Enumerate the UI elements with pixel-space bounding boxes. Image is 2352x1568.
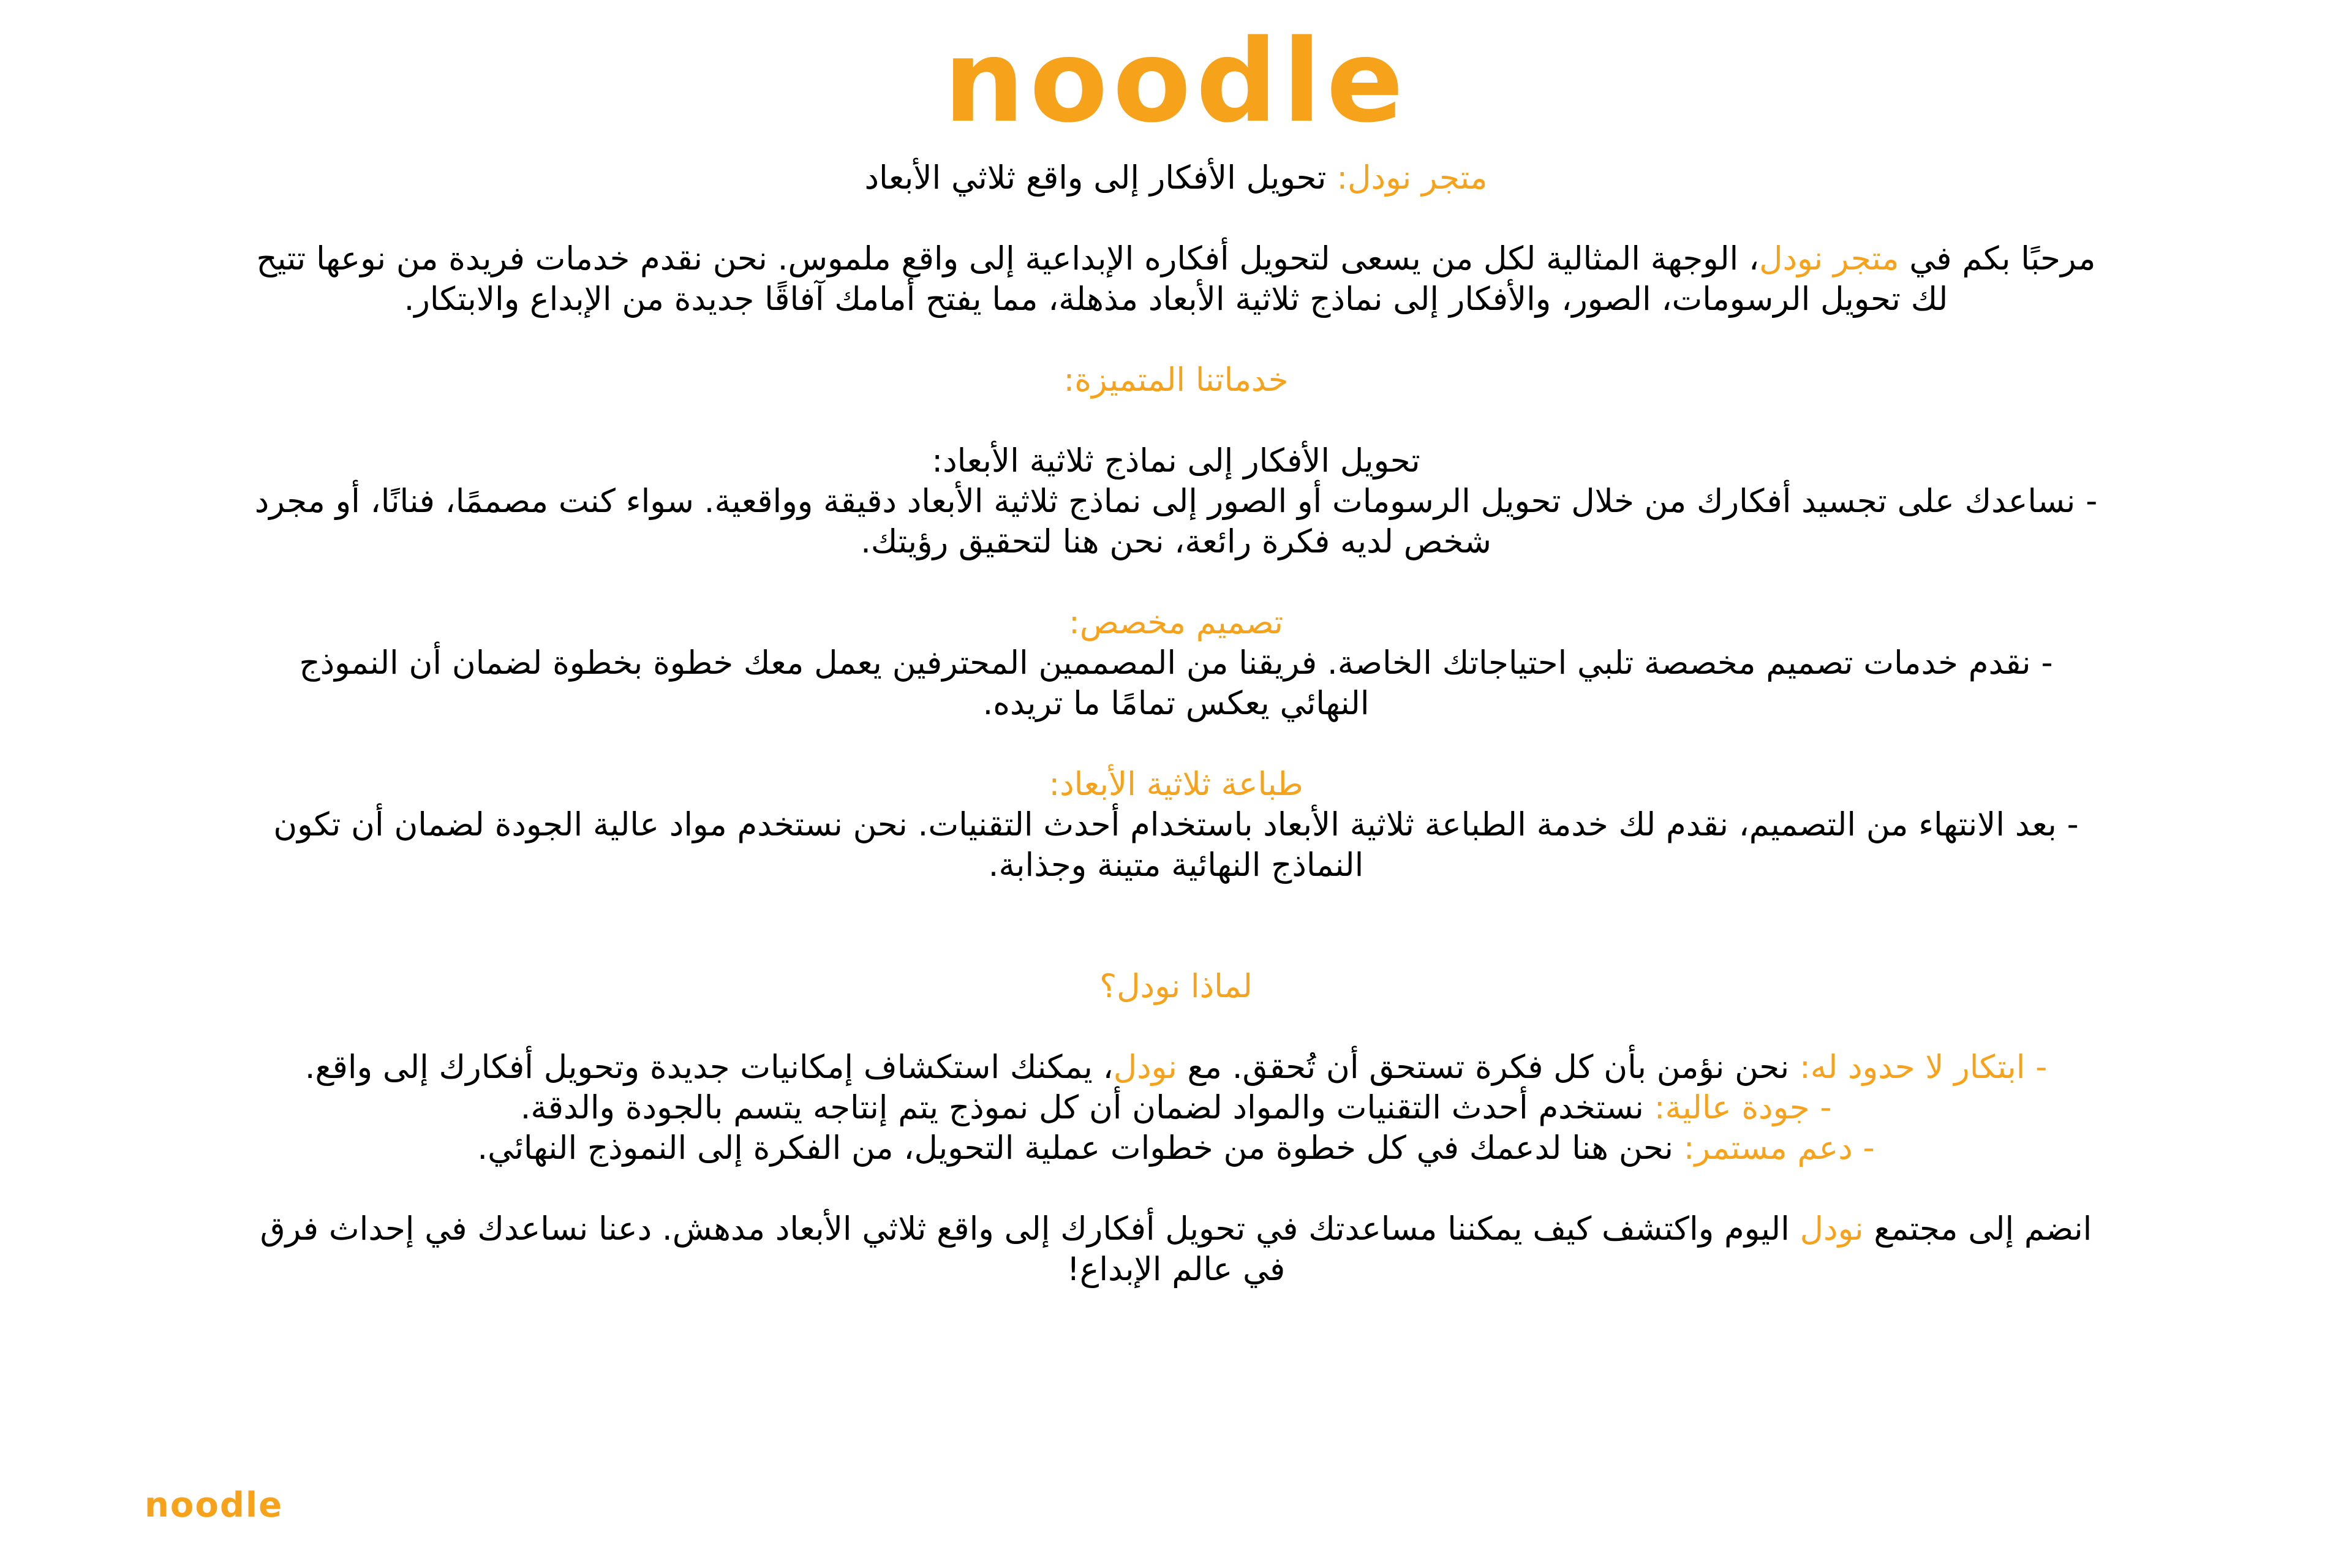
why-item-text: نستخدم أحدث التقنيات والمواد لضمان أن كل نموذج يتم إنتاجه يتسم بالجودة والدقة. [520,1089,1654,1126]
service-title: طباعة ثلاثية الأبعاد: [1049,766,1303,803]
why-heading: لماذا نودل؟ [1099,968,1253,1005]
why-item-text: نحن نؤمن بأن كل فكرة تستحق أن تُحقق. مع [1177,1049,1800,1086]
service-title: تصميم مخصص: [1069,604,1283,641]
why-item-label: - دعم مستمر: [1683,1129,1875,1167]
why-item [0,1128,2352,1169]
closing-line-1 [0,1209,2352,1250]
footer-logo: noodle [145,1485,284,1525]
intro-line-1 [0,239,2352,279]
brand-logo: noodle [943,15,1409,148]
services-heading: خدماتنا المتميزة: [1063,361,1289,399]
why-item-label: - ابتكار لا حدود له: [1799,1049,2048,1086]
intro-text: مرحبًا بكم في [1899,240,2096,277]
why-item [0,1088,2352,1128]
why-item-text: ، يمكنك استكشاف إمكانيات جديدة وتحويل أفكارك إلى واقع. [304,1049,1114,1086]
service-description-line: شخص لديه فكرة رائعة، نحن هنا لتحقيق رؤيتك. [861,523,1491,560]
brand-mention: متجر نودل [1759,240,1899,277]
service-description-line: - نساعدك على تجسيد أفكارك من خلال تحويل الرسومات أو الصور إلى نماذج ثلاثية الأبعاد دقيقة وواقعية. سواء كنت مصممًا، فنانًا، أو مجرد [254,483,2098,520]
service-title: تحويل الأفكار إلى نماذج ثلاثية الأبعاد: [932,442,1420,480]
brand-mention: نودل [1800,1210,1864,1248]
closing-text: انضم إلى مجتمع [1863,1210,2092,1248]
closing-line-2: في عالم الإبداع! [1066,1251,1286,1288]
title-text: تحويل الأفكار إلى واقع ثلاثي الأبعاد [864,159,1337,197]
intro-line-2: لك تحويل الرسومات، الصور، والأفكار إلى نماذج ثلاثية الأبعاد مذهلة، مما يفتح أمامك آفاقًا جديدة من الإبداع والابتكار. [404,281,1948,318]
service-description-line: - بعد الانتهاء من التصميم، نقدم لك خدمة الطباعة ثلاثية الأبعاد باستخدام أحدث التقنيات. نحن نستخدم مواد عالية الجودة لضمان أن تكون [273,806,2079,843]
service-description-line: النهائي يعكس تمامًا ما تريده. [982,685,1370,722]
closing-text: اليوم واكتشف كيف يمكننا مساعدتك في تحويل أفكارك إلى واقع ثلاثي الأبعاد مدهش. دعنا نساعدك في إحداث فرق [260,1210,1800,1248]
why-item-text: نحن هنا لدعمك في كل خطوة من خطوات عملية التحويل، من الفكرة إلى النموذج النهائي. [477,1129,1684,1167]
intro-text: ، الوجهة المثالية لكل من يسعى لتحويل أفكاره الإبداعية إلى واقع ملموس. نحن نقدم خدمات فريدة من نوعها تتيح [256,240,1760,277]
page-title [0,158,2352,198]
article-body [0,158,2352,1290]
service-description-line: النماذج النهائية متينة وجذابة. [988,846,1364,884]
title-prefix: متجر نودل: [1336,159,1488,197]
why-item [0,1047,2352,1088]
why-item-label: - جودة عالية: [1654,1089,1832,1126]
service-description-line: - نقدم خدمات تصميم مخصصة تلبي احتياجاتك الخاصة. فريقنا من المصممين المحترفين يعمل معك خطوة بخطوة لضمان أن النموذج [299,644,2053,682]
brand-mention: نودل [1113,1049,1177,1086]
